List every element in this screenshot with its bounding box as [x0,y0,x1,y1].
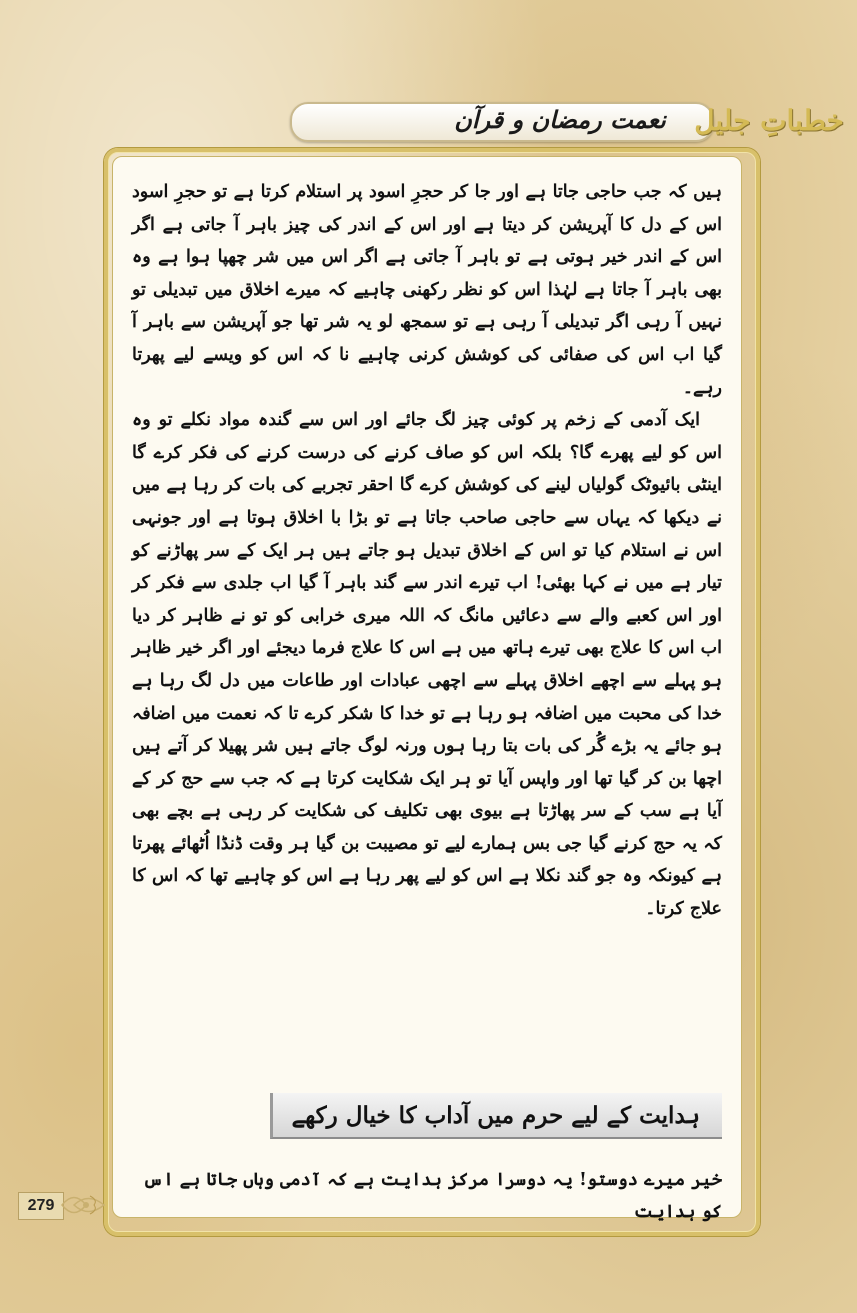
page-number: 279 [18,1192,64,1220]
chapter-title: نعمت رمضان و قرآن [454,105,666,134]
ornament-icon [60,1188,110,1222]
page-number-badge [4,1188,116,1222]
section-heading: ہدایت کے لیے حرم میں آداب کا خیال رکھے [270,1093,722,1139]
paragraph-1: ہیں کہ جب حاجی جاتا ہے اور جا کر حجرِ اسود پر استلام کرتا ہے تو حجرِ اسود اس کے دل کا آپریشن کر دیتا ہے اور اس کے اندر کی چیز باہر آ جاتی ہے اگر اس کے اندر خیر ہوتی ہے تو باہر آ جاتی ہے اگر اس میں شر چھپا ہوا ہے وہ بھی باہر آ جاتا ہے لہٰذا اس کو نظر رکھنی چاہیے کہ میرے اخلاق میں تبدیلی تو نہیں آ رہی اگر تبدیلی آ رہی ہے تو سمجھ لو یہ شر تھا جو آپریشن سے باہر آ گیا اب اس کی صفائی کی کوشش کرنی چاہیے نا کہ اس کو ویسے لیے پھرتا رہے۔ [132,182,722,398]
paragraph-3: خیر میرے دوستو! یہ دوسرا مرکز ہدایت ہے کہ آدمی وہاں جاتا ہے اس کو ہدایت [142,1170,722,1222]
text-content [132,176,722,926]
page-header [290,98,850,144]
paragraph-2: ایک آدمی کے زخم پر کوئی چیز لگ جائے اور اس سے گندہ مواد نکلے تو وہ اس کو لیے پھرے گا؟ بلکہ اس کو صاف کرنے کی درست کرنے کی فکر کرے گا اینٹی بائیوٹک گولیاں لینے کی کوشش کرے گا احقر تجربے کی بات کر رہا ہے میں نے دیکھا کہ یہاں سے حاجی صاحب جاتا ہے تو بڑا با اخلاق ہوتا ہے اور جونہی اس نے استلام کیا تو اس کے اخلاق تبدیل ہو جاتے ہیں ہر ایک کے سر پھاڑنے کو تیار ہے میں نے کہا بھئی! اب تیرے اندر سے گند باہر آ گیا اب جلدی سے فکر کر اور اس کعبے والے سے دعائیں مانگ کہ اللہ میری خرابی کو تو نے ظاہر کر دیا اب اس کا علاج بھی تیرے ہاتھ میں ہے اس کا علاج فرما دیجئے اور اگر خیر ظاہر ہو پہلے سے اچھے اخلاق پہلے سے اچھی عبادات اور طاعات میں دل لگ رہا ہے خدا کی محبت میں اضافہ ہو رہا ہے تو خدا کا شکر کرے تا کہ نعمت میں اضافہ ہو جائے یہ بڑے گُر کی بات بتا رہا ہوں ورنہ لوگ جاتے ہیں شر پھیلا کر آتے ہیں اچھا بن کر گیا تھا اور واپس آیا تو ہر ایک شکایت کرتا ہے کہ جب سے حج کر کے آیا ہے سب کے سر پھاڑتا ہے بیوی بھی تکلیف کی شکایت کر رہی ہے بچے بھی کہ یہ حج کرنے گیا جی بس ہمارے لیے تو مصیبت بن گیا ہر وقت ڈنڈا اُٹھائے پھرتا ہے کیونکہ وہ جو گند نکلا ہے اس کو لیے پھر رہا ہے اس کو چاہیے تھا کہ اس کا علاج کرتا۔ [132,410,722,920]
book-title: خطباتِ جلیل [694,104,844,137]
